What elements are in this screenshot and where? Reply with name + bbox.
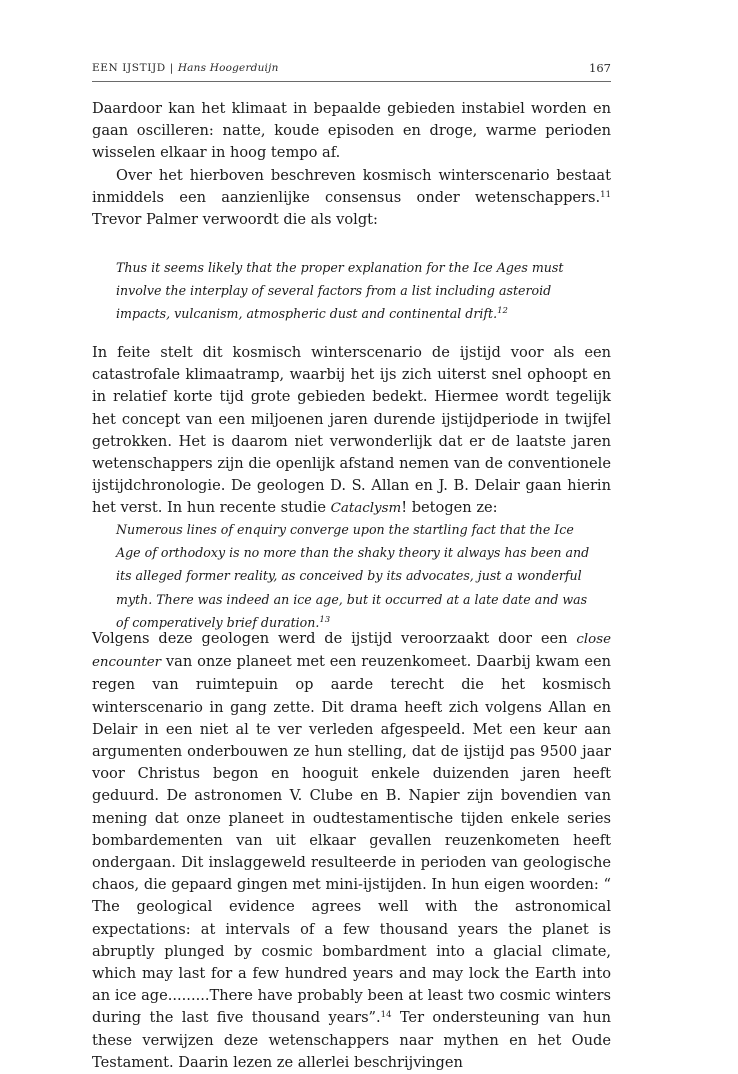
- paragraph-3: [92, 342, 611, 521]
- header-author: Hans Hoogerduijn: [177, 62, 279, 74]
- paragraph-block-2: [92, 342, 611, 521]
- footnote-ref-11: 11: [600, 189, 611, 200]
- block-quote-1: [116, 256, 594, 326]
- paragraph-4-text-b: van onze planeet met een reuzenkomeet. Daarbij kwam een regen van ruimtepuin op aarde terecht die het kosmisch winterscenario in gang zette. Dit drama heeft zich volgens Allan en Delair in een niet al te ver verleden afgespeeld. Met een keur aan argumenten onderbouwen ze hun stelling, dat de ijstijd pas 9500 jaar voor Christus begon en hooguit enkele duizenden jaren heeft geduurd. De astronomen V. Clube en B. Napier zijn bovendien van mening dat onze planeet in oudtestamentische tijden enkele series bombardementen van uit elkaar gevallen reuzenkometen heeft ondergaan. Dit inslaggeweld resulteerde in perioden van geologische chaos, die gepaard gingen met mini-ijstijden. In hun eigen woorden: “ The geological evidence agrees well with the astronomical expectations: at intervals of a few thousand years the planet is abruptly plunged by cosmic bombardment into a glacial climate, which may last for a few hundred years and may lock the Earth into an ice age.........There have probably been at least two cosmic winters during the last five thousand years”.: [92, 653, 611, 1027]
- running-title: EEN IJSTIJD: [92, 62, 166, 74]
- block-quote-2-text: Numerous lines of enquiry converge upon the startling fact that the Ice Age of orthodoxy is no more than the shaky theory it always has been and its alleged former reality, as conceived by its advocates, just a wonderful myth. There was indeed an ice age, but it occurred at a late date and was of comperatively brief duration.: [116, 522, 590, 630]
- paragraph-2-text-a: Over het hierboven beschreven kosmisch winterscenario bestaat inmiddels een aanzienlijke consensus onder wetenschappers.: [92, 166, 611, 206]
- block-quote-2: [116, 518, 594, 634]
- footnote-ref-13: 13: [319, 614, 331, 625]
- paragraph-3-text-a: In feite stelt dit kosmisch winterscenario de ijstijd voor als een catastrofale klimaatramp, waarbij het ijs zich uiterst snel ophoopt en in relatief korte tijd grote gebieden bedekt. Hiermee wordt tegelijk het concept van een miljoenen jaren durende ijstijdperiode in twijfel getrokken. Het is daarom niet verwonderlijk dat er de laatste jaren wetenschappers zijn die openlijk afstand nemen van de conventionele ijstijdchronologie. De geologen D. S. Allan en J. B. Delair gaan hierin het verst. In hun recente studie: [92, 344, 611, 517]
- paragraph-4-text-a: Volgens deze geologen werd de ijstijd veroorzaakt door een: [92, 630, 577, 647]
- book-title: Cataclysm: [330, 501, 402, 517]
- paragraph-block-3: [92, 628, 611, 1074]
- page-number: 167: [589, 61, 611, 75]
- header-separator: |: [165, 62, 178, 74]
- paragraph-1: [92, 98, 611, 165]
- paragraph-3-text-b: ! betogen ze:: [401, 499, 498, 517]
- paragraph-2-text-b: Trevor Palmer verwoordt die als volgt:: [92, 211, 378, 229]
- header-rule: [92, 81, 611, 82]
- italic-term: close encounter: [92, 632, 611, 671]
- paragraph-1-text: Daardoor kan het klimaat in bepaalde gebieden instabiel worden en gaan oscilleren: natte, koude episoden en droge, warme perioden wisselen elkaar in hoog tempo af.: [92, 100, 611, 162]
- footnote-ref-14: 14: [380, 1010, 392, 1021]
- paragraph-4-text-c: Ter ondersteuning van hun these verwijzen deze wetenschappers naar mythen en het Oude Testament. Daarin lezen ze allerlei beschrijvingen: [92, 1009, 611, 1071]
- paragraph-4: [92, 628, 611, 1074]
- paragraph-block-1: [92, 98, 611, 231]
- footnote-ref-12: 12: [497, 306, 508, 317]
- paragraph-2: [92, 165, 611, 232]
- running-header-left: [92, 62, 279, 74]
- block-quote-1-text: Thus it seems likely that the proper explanation for the Ice Ages must involve the interplay of several factors from a list including asteroid impacts, vulcanism, atmospheric dust and continental drift.: [116, 260, 564, 322]
